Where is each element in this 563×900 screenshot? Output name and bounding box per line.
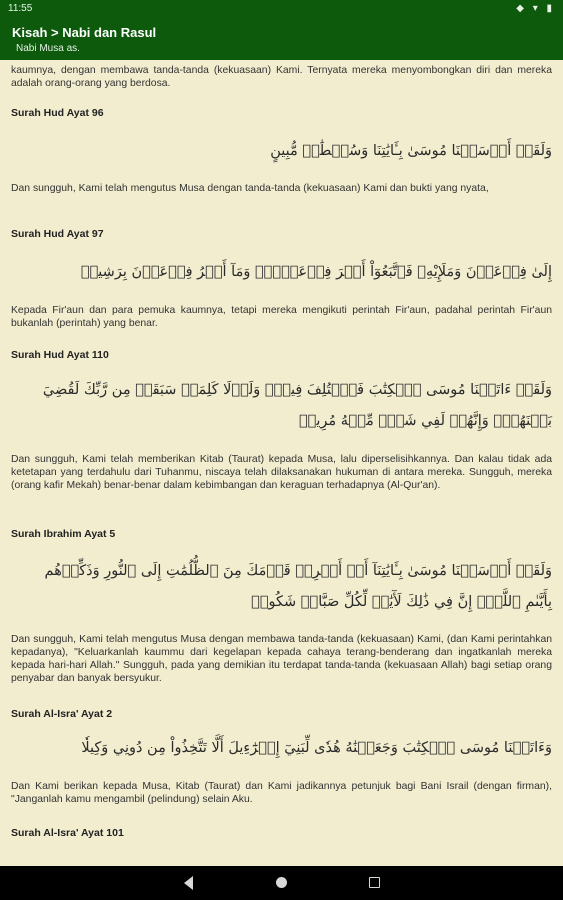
section-heading-hud-110: Surah Hud Ayat 110 <box>11 349 109 361</box>
translation-ibrahim-5: Dan sungguh, Kami telah mengutus Musa dengan membawa tanda-tanda (kekuasaan) Kami, (dan Kami perintahkan kepadanya), "Keluarkanlah kaummu dari kegelapan kepada cahaya terang-benderang dan ingatkanlah mereka kepada hari-hari Allah." Sungguh, pada yang demikian itu terdapat tanda-tanda (kekuasaan Allah) bagi setiap orang penyabar dan banyak bersyukur. <box>11 634 552 684</box>
section-heading-ibrahim-5: Surah Ibrahim Ayat 5 <box>11 528 116 540</box>
recent-apps-icon[interactable] <box>369 877 380 888</box>
section-heading-isra-101: Surah Al-Isra' Ayat 101 <box>11 827 124 839</box>
status-time: 11:55 <box>8 3 33 14</box>
system-nav-bar <box>0 866 563 900</box>
translation-isra-2: Dan Kami berikan kepada Musa, Kitab (Taurat) dan Kami jadikannya petunjuk bagi Bani Israil (dengan firman), "Janganlah kamu mengambil (pelindung) selain Aku. <box>11 781 552 805</box>
arabic-verse-hud-97: إِلَىٰ فِرۡعَوۡنَ وَمَلَإِيْهِۦ فَٱتَّبَعُوٓاْ أَمۡرَ فِرۡعَوۡنَۖ وَمَآ أَمۡرُ فِرۡعَوۡنَ بِرَشِيدٖ <box>80 264 552 280</box>
translation-hud-97: Kepada Fir'aun dan para pemuka kaumnya, tetapi mereka mengikuti perintah Fir'aun, padahal perintah Fir'aun bukanlah (perintah) yang benar. <box>11 305 552 329</box>
arabic-verse-hud-96: وَلَقَدۡ أَرۡسَلۡنَا مُوسَىٰ بِـَٔايَٰتِنَا وَسُلۡطَٰنٖ مُّبِينٍ <box>270 143 552 159</box>
status-bar <box>0 0 563 18</box>
translation-hud-110: Dan sungguh, Kami telah memberikan Kitab (Taurat) kepada Musa, lalu diperselisihkannya. Dan kalau tidak ada ketetapan yang terdahulu dari Tuhanmu, niscaya telah dilaksanakan hukuman di antara mereka. Sungguh, mereka (orang kafir Mekah) benar-benar dalam kebimbangan dan keraguan terhadapnya (Al-Qur'an). <box>11 454 552 491</box>
translation-hud-96: Dan sungguh, Kami telah mengutus Musa dengan tanda-tanda (kekuasaan) Kami dan bukti yang nyata, <box>11 183 489 194</box>
page-subtitle: Nabi Musa as. <box>16 43 80 54</box>
status-icons: ◆ ▾ ▮ <box>516 3 555 14</box>
back-icon[interactable] <box>184 876 193 890</box>
section-heading-hud-96: Surah Hud Ayat 96 <box>11 107 104 119</box>
arabic-verse-isra-2: وَءَاتَيۡنَا مُوسَى ٱلۡكِتَٰبَ وَجَعَلۡنَٰهُ هُدٗى لِّبَنِيٓ إِسۡرَٰٓءِيلَ أَلَّا تَتَّخِذُواْ مِن دُونِي وَكِيلٗا <box>81 740 552 756</box>
section-heading-hud-97: Surah Hud Ayat 97 <box>11 228 104 240</box>
page-title: Kisah > Nabi dan Rasul <box>12 25 157 40</box>
arabic-verse-ibrahim-5: وَلَقَدۡ أَرۡسَلۡنَا مُوسَىٰ بِـَٔايَٰتِنَآ أَنۡ أَخۡرِجۡ قَوۡمَكَ مِنَ ٱلظُّلُمَٰتِ إِلَى ٱلنُّورِ وَذَكِّرۡهُم بِأَيَّىٰمِ ٱللَّهِۚ إِنَّ فِي ذَٰلِكَ لَأٓيَٰتٖ لِّكُلِّ صَبَّارٖ شَكُورٖ <box>44 563 552 610</box>
intro-paragraph: kaumnya, dengan membawa tanda-tanda (kekuasaan) Kami. Ternyata mereka menyombongkan diri dan mereka adalah orang-orang yang berdosa. <box>11 65 552 89</box>
story-content[interactable] <box>0 60 563 866</box>
home-icon[interactable] <box>276 877 287 888</box>
app-bar <box>0 18 563 60</box>
section-heading-isra-2: Surah Al-Isra' Ayat 2 <box>11 708 113 720</box>
arabic-verse-hud-110: وَلَقَدۡ ءَاتَيۡنَا مُوسَى ٱلۡكِتَٰبَ فَٱخۡتُلِفَ فِيهِۚ وَلَوۡلَا كَلِمَةٞ سَبَقَتۡ مِن رَّبِّكَ لَقُضِيَ بَيۡنَهُمۡۚ وَإِنَّهُمۡ لَفِي شَكّٖ مِّنۡهُ مُرِيبٖ <box>42 382 552 429</box>
